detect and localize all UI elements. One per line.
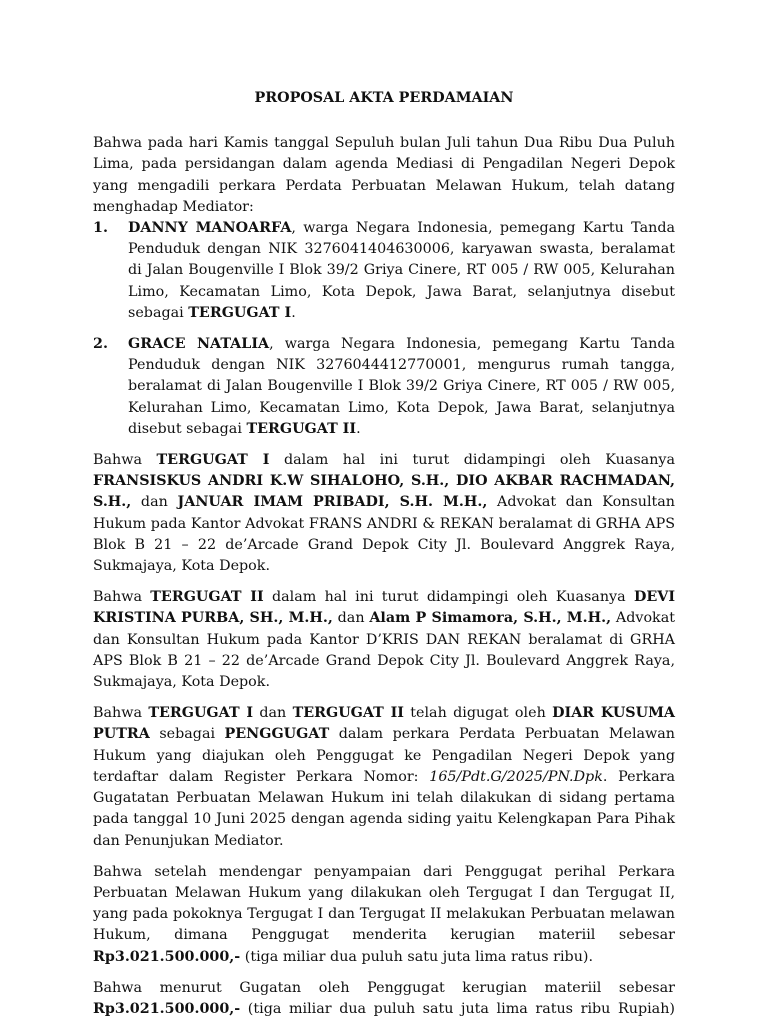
text-run: dalam perkara Perdata Perbuatan Melawan Hukum yang diajukan oleh Penggugat ke Pengadilan Negeri Depok yang terdaftar dalam Register Perkara Nomor: xyxy=(93,726,676,785)
bold-run: Alam P Simamora, S.H., M.H., xyxy=(369,610,612,627)
bold-run: TERGUGAT II xyxy=(292,705,404,722)
text-run: (tiga miliar dua puluh satu juta lima ratus ribu). xyxy=(240,948,594,965)
list-item xyxy=(93,334,675,440)
gugatan-paragraph xyxy=(93,978,675,1020)
bold-run: DIAR KUSUMA PUTRA xyxy=(93,705,676,743)
text-run: dan xyxy=(131,494,178,511)
text-run: Advokat dan Konsultan Hukum pada Kantor Advokat FRANS ANDRI & REKAN beralamat di GRHA APS Blok B 21 – 22 de’Arcade Grand Depok City Jl. Boulevard Anggrek Raya, Sukmajaya, Kota Depok. xyxy=(93,494,675,575)
text-run: Advokat dan Konsultan Hukum pada Kantor D’KRIS DAN REKAN beralamat di GRHA APS Blok B 21 – 22 de’Arcade Grand Depok City Jl. Boulevard Anggrek Raya, Sukmajaya, Kota Depok. xyxy=(93,610,675,691)
text-run: telah digugat oleh xyxy=(403,705,553,722)
bold-run: PENGGUGAT xyxy=(224,726,330,743)
damages-paragraph xyxy=(93,862,675,968)
lawsuit-paragraph xyxy=(93,703,675,851)
text-run: sebagai xyxy=(149,726,225,743)
text-run: dan xyxy=(332,610,370,627)
opening-paragraph xyxy=(93,133,675,218)
opening-text: Bahwa pada hari Kamis tanggal Sepuluh bulan Juli tahun Dua Ribu Dua Puluh Lima, pada persidangan dalam agenda Mediasi di Pengadilan Negeri Depok yang mengadili perkara Perdata Perbuatan Melawan Hukum, telah datang menghadap Mediator: xyxy=(93,135,675,215)
bold-run: FRANSISKUS ANDRI K.W SIHALOHO, S.H., DIO AKBAR RACHMADAN, S.H., xyxy=(93,473,675,511)
text-run: Bahwa setelah mendengar penyampaian dari Penggugat perihal Perkara Perbuatan Melawan Hukum yang dilakukan oleh Tergugat I dan Tergugat II, yang pada pokoknya Tergugat I dan Tergugat II melakukan Perbuatan melawan Hukum, dimana Penggugat menderita kerugian materiil sebesar xyxy=(93,863,675,944)
party-description: , warga Negara Indonesia, pemegang Kartu Tanda Penduduk dengan NIK 3276041404630006, karyawan swasta, beralamat di Jalan Bougenville I Blok 39/2 Griya Cinere, RT 005 / RW 005, Kelurahan Limo, Kecamatan Limo, Kota Depok, Jawa Barat, selanjutnya disebut sebagai xyxy=(128,220,675,321)
text-run: Bahwa menurut Gugatan oleh Penggugat kerugian materiil sebesar xyxy=(93,979,675,996)
text-run: dalam hal ini turut didampingi oleh Kuasanya xyxy=(263,589,634,606)
text-run: dan xyxy=(253,705,293,722)
party-name: GRACE NATALIA xyxy=(128,336,270,353)
text-run: Bahwa xyxy=(93,452,157,469)
counsel-tergugat-1-paragraph xyxy=(93,450,675,577)
party-role: TERGUGAT II xyxy=(246,420,357,437)
party-name: DANNY MANOARFA xyxy=(128,220,292,237)
text-run: . Perkara Gugatatan Perbuatan Melawan Hukum ini telah dilakukan di sidang pertama pada tanggal 10 Juni 2025 dengan agenda siding yaitu Kelengkapan Para Pihak dan Penunjukan Mediator. xyxy=(93,768,675,849)
bold-run: DEVI KRISTINA PURBA, SH., M.H., xyxy=(93,589,676,627)
list-item xyxy=(93,218,675,324)
amount: Rp3.021.500.000,- xyxy=(93,1000,241,1017)
bold-run: TERGUGAT II xyxy=(150,589,264,606)
text-run: (tiga miliar dua puluh satu juta lima ratus ribu Rupiah) xyxy=(240,1000,675,1017)
party-end: . xyxy=(291,304,296,321)
party-end: . xyxy=(356,420,361,437)
counsel-tergugat-2-paragraph xyxy=(93,587,675,693)
party-description: , warga Negara Indonesia, pemegang Kartu Tanda Penduduk dengan NIK 3276044412770001, mengurus rumah tangga, beralamat di Jalan Bougenville I Blok 39/2 Griya Cinere, RT 005 / RW 005, Kelurahan Limo, Kecamatan Limo, Kota Depok, Jawa Barat, selanjutnya disebut sebagai xyxy=(128,336,675,437)
bold-run: TERGUGAT I xyxy=(156,452,270,469)
text-run: dalam hal ini turut didampingi oleh Kuasanya xyxy=(269,452,676,469)
bold-run: JANUAR IMAM PRIBADI, S.H. M.H., xyxy=(177,494,488,511)
list-number: 2. xyxy=(93,336,108,353)
party-role: TERGUGAT I xyxy=(188,304,292,321)
bold-run: TERGUGAT I xyxy=(148,705,254,722)
text-run: Bahwa xyxy=(93,589,151,606)
document-title: PROPOSAL AKTA PERDAMAIAN xyxy=(254,90,514,106)
text-run: Bahwa xyxy=(93,705,149,722)
amount: Rp3.021.500.000,- xyxy=(93,948,241,965)
case-number: 165/Pdt.G/2025/PN.Dpk xyxy=(429,768,603,785)
list-number: 1. xyxy=(93,220,108,237)
